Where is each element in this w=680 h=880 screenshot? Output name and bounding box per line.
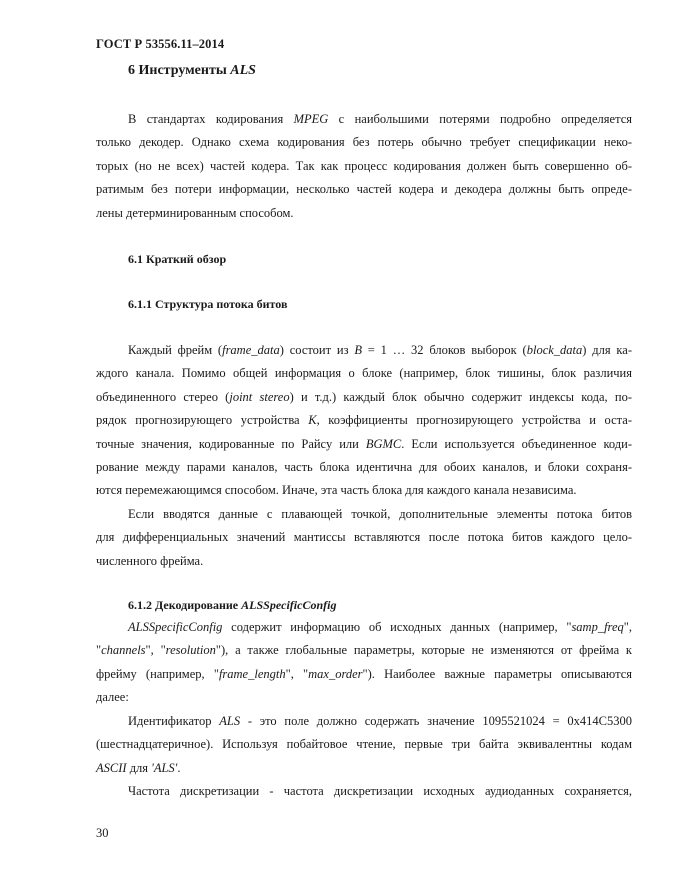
text-line: Каждый фрейм (frame_data) состоит из B = 1 … 32 блоков выборок (block_data) для ка- [128,343,633,357]
text-line: рование между парами каналов, часть блока идентична для обоих каналов, и блоки сохраня- [96,459,632,474]
float-data-paragraph [96,503,632,573]
text-line: Частота дискретизации - частота дискретизации исходных аудиоданных сохраняется, [128,784,632,798]
text-line: ратимым без потери информации, несколько частей кодера и декодера должны быть опреде- [96,182,632,197]
document-header: ГОСТ Р 53556.11–2014 [96,37,225,51]
text-line: "channels", "resolution"), а также глобальные параметры, которые не изменяются от фрейма к [96,643,632,658]
text-line: фрейму (например, "frame_length", "max_order"). Наиболее важные параметры описываются [96,666,632,681]
text-line: далее: [96,690,129,705]
page-number: 30 [96,826,109,840]
text-line: ждого канала. Помимо общей информация о блоке (например, блок тишины, блок различия [96,366,632,381]
text-line: лены детерминированным способом. [96,205,294,220]
text-line: (шестнадцатеричное). Используя побайтовое чтение, первые три байта эквивалентны кодам [96,737,632,752]
subsection-title-6-1: 6.1 Краткий обзор [128,252,227,266]
text-line: В стандартах кодирования MPEG с наибольшими потерями подробно определяется [128,112,633,126]
identifier-paragraph [96,710,632,780]
intro-paragraph [96,108,632,225]
text-line: ASCII для 'ALS'. [96,760,181,775]
subsection-title-6-1-1: 6.1.1 Структура потока битов [128,297,288,311]
text-line: для дифференциальных значений мантиссы вставляются после потока битов каждого цело- [96,530,632,545]
text-line: только декодер. Однако схема кодирования без потерь обычно требует спецификации неко- [96,135,632,150]
config-paragraph [96,616,632,710]
section-title: 6 Инструменты ALS [128,63,256,78]
text-line: ALSSpecificConfig содержит информацию об исходных данных (например, "samp_freq", [128,620,632,634]
text-line: ются перемежающимся способом. Иначе, эта часть блока для каждого канала независима. [96,483,577,498]
subsection-title-6-1-2: 6.1.2 Декодирование ALSSpecificConfig [128,598,337,612]
text-line: торых (но не всех) частей кодера. Так как процесс кодирования должен быть совершенно об- [96,158,632,173]
text-line: Идентификатор ALS - это поле должно содержать значение 1095521024 = 0x414C5300 [128,714,632,728]
text-line: Если вводятся данные с плавающей точкой, дополнительные элементы потока битов [128,507,632,521]
text-line: рядок прогнозирующего устройства K, коэффициенты прогнозирующего устройства и оста- [96,413,632,428]
text-line: объединенного стерео (joint stereo) и т.д.) каждый блок обычно содержит индексы кода, по- [96,389,632,404]
sample-rate-paragraph [96,780,632,803]
text-line: численного фрейма. [96,553,204,568]
frame-structure-paragraph [96,339,632,503]
text-line: точные значения, кодированные по Райсу или BGMC. Если используется объединенное коди- [96,436,632,451]
